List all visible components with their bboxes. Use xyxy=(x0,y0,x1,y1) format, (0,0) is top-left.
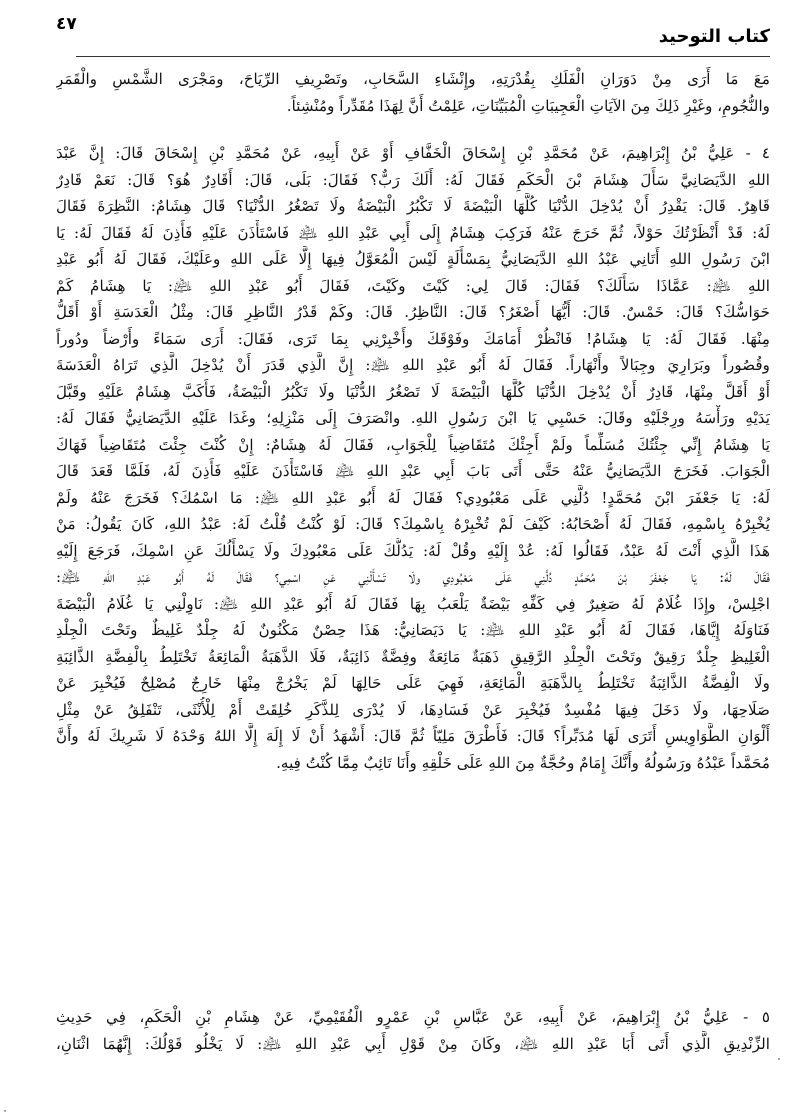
text-line: أَلْوَانِ الطَّوَاوِيسِ أَتَرَى لَهَا مُدَبِّراً؟ قَالَ: فَأَطْرَقَ مَلِيّاً ثُمَّ قَالَ: أَشْهَدُ أَنْ لَا إِلَهَ إِلَّا اللهُ وَحْدَهُ لَا شَرِيكَ لَهُ وأَنَّ xyxy=(56,727,770,745)
header-rule xyxy=(76,56,770,57)
scan-speck xyxy=(4,1110,6,1112)
text-line: ٥ - عَلِيُّ بْنُ إِبْرَاهِيمَ، عَنْ أَبِيهِ، عَنْ عَبَّاسِ بْنِ عَمْرٍو الْفُقَيْمِيِّ، عَنْ هِشَامِ بْنِ الْحَكَمِ، فِي حَدِيثِ xyxy=(56,1008,770,1026)
text-line: حَوَاسُّكَ؟ قَالَ: خَمْسٌ. قَالَ: أَيُّهَا أَصْغَرُ؟ قَالَ: النَّاظِرُ. قَالَ: وكَمْ قَدْرُ النَّاظِرِ قَالَ: مِثْلُ الْعَدَسَةِ أَوْ أَقَلُّ xyxy=(56,303,770,321)
text-line: والنُّجُومِ، وغَيْرِ ذَلِكَ مِنَ الآيَاتِ الْعَجِيبَاتِ الْمُبَيِّنَاتِ، عَلِمْتُ أَنَّ لِهَذَا مُقَدِّراً ومُنْشِئاً. xyxy=(286,96,770,115)
text-line: يَا هِشَامُ إِنِّي جِئْتُكَ مُسَلِّماً ولَمْ أَجِئْكَ مُتَقَاضِياً لِلْجَوَابِ، فَقَالَ لَهُ هِشَامٌ: إِنْ كُنْتَ جِئْتَ مُتَقَاضِياً فَهَاكَ xyxy=(56,435,770,454)
text-line: أَوْ أَقَلَّ مِنْهَا، قَادِرٌ أَنْ يُدْخِلَ الدُّنْيَا كُلَّهَا الْبَيْضَةَ لَا تَصْغُرُ الدُّنْيَا ولَا تَكْبُرُ الْبَيْضَةُ، فَأَكَبَّ هِشَامٌ عَلَيْهِ وقَبَّلَ xyxy=(56,382,770,401)
page-number: ٤٧ xyxy=(56,14,77,34)
paragraph-continuation xyxy=(56,66,770,119)
text-line: اجْلِسْ، وإِذَا غُلَامٌ لَهُ صَغِيرٌ فِي كَفِّهِ بَيْضَةٌ يَلْعَبُ بِهَا فَقَالَ لَهُ أَبُو عَبْدِ اللهِ ﵇: نَاوِلْنِي يَا غُلَامُ الْبَيْضَةَ xyxy=(56,594,770,613)
text-line: مُحَمَّداً عَبْدُهُ ورَسُولُهُ وأَنَّكَ إِمَامٌ وحُجَّةٌ مِنَ اللهِ عَلَى خَلْقِهِ وأَنَا تَائِبٌ مِمَّا كُنْتُ فِيهِ. xyxy=(276,753,770,772)
text-line: صَلَاحِهَا، ولَا دَخَلَ فِيهَا مُفْسِدٌ فَيُخْبِرَ عَنْ فَسَادِهَا، لَا يُدْرَى لِلذَّكَرِ خُلِقَتْ أَمْ لِلْأُنْثَى، تَنْفَلِقُ عَنْ مِثْلِ xyxy=(56,700,770,719)
text-line: فَقَالَ لَهُ: يَا جَعْفَرَ بْنَ مُحَمَّدٍ دُلَّنِي عَلَى مَعْبُودِي ولَا تَسْأَلْنِي عَنِ اسْمِي؟ فَقَالَ لَهُ أَبُو عَبْدِ اللهِ ﵇: xyxy=(56,568,770,586)
text-line: مَعَ مَا أَرَى مِنْ دَوَرَانِ الْفَلَكِ بِقُدْرَتِهِ، وإِنْشَاءِ السَّحَابِ، وتَصْرِيفِ الرِّيَاحَ، ومَجْرَى الشَّمْسِ والْقَمَرِ xyxy=(56,70,770,88)
text-line: الْغَلِيظِ جِلْدٌ رَقِيقٌ وتَحْتَ الْجِلْدِ الرَّقِيقِ ذَهَبَةٌ مَائِعَةٌ وفِضَّةٌ ذَائِبَةٌ، فَلَا الذَّهَبَةُ الْمَائِعَةُ تَخْتَلِطُ بِالْفِضَّةِ الذَّائِبَةِ xyxy=(56,647,770,666)
text-line: اللهِ الدَّيَصَانِيَّ سَأَلَ هِشَامَ بْنَ الْحَكَمِ فَقَالَ لَهُ: أَلَكَ رَبٌّ؟ فَقَالَ: بَلَى، قَالَ: أَقَادِرٌ هُوَ؟ قَالَ: نَعَمْ قَادِرٌ xyxy=(56,170,770,189)
text-line: وقُصُوراً وبَرَارِيَ وجِبَالاً وأَنْهَاراً. فَقَالَ لَهُ أَبُو عَبْدِ اللهِ ﵇: إِنَّ الَّذِي قَدَرَ أَنْ يُدْخِلَ الَّذِي تَرَاهُ الْعَدَسَةَ xyxy=(56,356,770,374)
text-line: ابْنَ رَسُولِ اللهِ أَتَانِي عَبْدُ اللهِ الدَّيَصَانِيُّ بِمَسْأَلَةٍ لَيْسَ الْمُعَوَّلُ فِيهَا إِلَّا عَلَى اللهِ وعَلَيْكَ، فَقَالَ لَهُ أَبُو عَبْدِ xyxy=(56,250,770,268)
text-line: ٤ - عَلِيُّ بْنُ إِبْرَاهِيمَ، عَنْ مُحَمَّدِ بْنِ إِسْحَاقَ الْخَفَّافِ أَوْ عَنْ أَبِيهِ، عَنْ مُحَمَّدِ بْنِ إِسْحَاقَ قَالَ: إِنَّ عَبْدَ xyxy=(56,144,770,162)
text-line: الْجَوَابَ. فَخَرَجَ الدَّيَصَانِيُّ عَنْهُ حَتَّى أَتَى بَابَ أَبِي عَبْدِ اللهِ ﵇ فَاسْتَأْذَنَ عَلَيْهِ فَأَذِنَ لَهُ، فَلَمَّا قَعَدَ قَالَ xyxy=(56,462,770,480)
paragraph-hadith-4 xyxy=(56,140,770,776)
text-line: الزِّنْدِيقِ الَّذِي أَتَى أَبَا عَبْدِ اللهِ ﵇، وكَانَ مِنْ قَوْلِ أَبِي عَبْدِ اللهِ ﵇: لَا يَخْلُو قَوْلُكَ: إِنَّهُمَا اثْنَانِ، xyxy=(56,1034,770,1053)
text-line: اللهِ ﵇: عَمَّاذَا سَأَلَكَ؟ فَقَالَ: قَالَ لِي: كَيْتَ وكَيْتَ، فَقَالَ أَبُو عَبْدِ اللهِ ﵇: يَا هِشَامُ كَمْ xyxy=(56,276,770,295)
page-header xyxy=(52,10,770,56)
text-line: لَهُ: قَدْ أَنْظَرْتُكَ حَوْلاً، ثُمَّ خَرَجَ عَنْهُ فَرَكِبَ هِشَامٌ إِلَى أَبِي عَبْدِ اللهِ ﵇ فَاسْتَأْذَنَ عَلَيْهِ فَأَذِنَ لَهُ فَقَالَ لَهُ: يَا xyxy=(56,223,770,242)
running-title: كتاب التوحيد xyxy=(658,26,770,47)
paragraph-hadith-5 xyxy=(56,1004,770,1057)
text-line: فَنَاوَلَهُ إِيَّاهَا، فَقَالَ لَهُ أَبُو عَبْدِ اللهِ ﵇: يَا دَيَصَانِيُّ: هَذَا حِصْنٌ مَكْنُونٌ لَهُ جِلْدٌ غَلِيظٌ وتَحْتَ الْجِلْدِ xyxy=(56,621,770,639)
text-line: لَهُ: يَا جَعْفَرَ ابْنَ مُحَمَّدٍ! دُلَّنِي عَلَى مَعْبُودِي؟ فَقَالَ لَهُ أَبُو عَبْدِ اللهِ ﵇: مَا اسْمُكَ؟ فَخَرَجَ عَنْهُ ولَمْ xyxy=(56,488,770,507)
text-line: يَدَيْهِ ورَأْسَهُ ورِجْلَيْهِ وقَالَ: حَسْبِي يَا ابْنَ رَسُولِ اللهِ. وانْصَرَفَ إِلَى مَنْزِلِهِ؛ وغَدَا عَلَيْهِ الدَّيَصَانِيُّ فَقَالَ لَهُ: xyxy=(56,409,770,427)
text-line: قَاهِرٌ. قَالَ: يَقْدِرُ أَنْ يُدْخِلَ الدُّنْيَا كُلَّهَا الْبَيْضَةَ لَا تَكْبُرُ الْبَيْضَةُ ولَا تَصْغُرُ الدُّنْيَا؟ قَالَ هِشَامٌ: النَّظِرَةَ فَقَالَ xyxy=(56,197,770,215)
text-line: ولَا الْفِضَّةُ الذَّائِبَةُ تَخْتَلِطُ بِالذَّهَبَةِ الْمَائِعَةِ، فَهِيَ عَلَى حَالِهَا لَمْ يَخْرُجْ مِنْهَا خَارِجٌ مُصْلِحٌ فَيُخْبِرَ عَنْ xyxy=(56,674,770,692)
text-line: يُخْبِرْهُ بِاسْمِهِ، فَقَالَ لَهُ أَصْحَابُهُ: كَيْفَ لَمْ تُخْبِرْهُ بِاسْمِكَ؟ قَالَ: لَوْ كُنْتُ قُلْتُ لَهُ: عَبْدُ اللهِ، كَانَ يَقُولُ: مَنْ xyxy=(56,515,770,533)
text-line: هَذَا الَّذِي أَنْتَ لَهُ عَبْدٌ، فَقَالُوا لَهُ: عُدْ إِلَيْهِ وقُلْ لَهُ: يَدُلُّكَ عَلَى مَعْبُودِكَ ولَا يَسْأَلُكَ عَنِ اسْمِكَ، فَرَجَعَ إِلَيْهِ xyxy=(56,541,770,560)
scan-speck xyxy=(778,1058,780,1060)
text-line: مِنْهَا. فَقَالَ لَهُ: يَا هِشَامُ! فَانْظُرْ أَمَامَكَ وفَوْقَكَ وأَخْبِرْنِي بِمَا تَرَى، فَقَالَ: أَرَى سَمَاءً وأَرْضاً ودُوراً xyxy=(56,329,770,348)
